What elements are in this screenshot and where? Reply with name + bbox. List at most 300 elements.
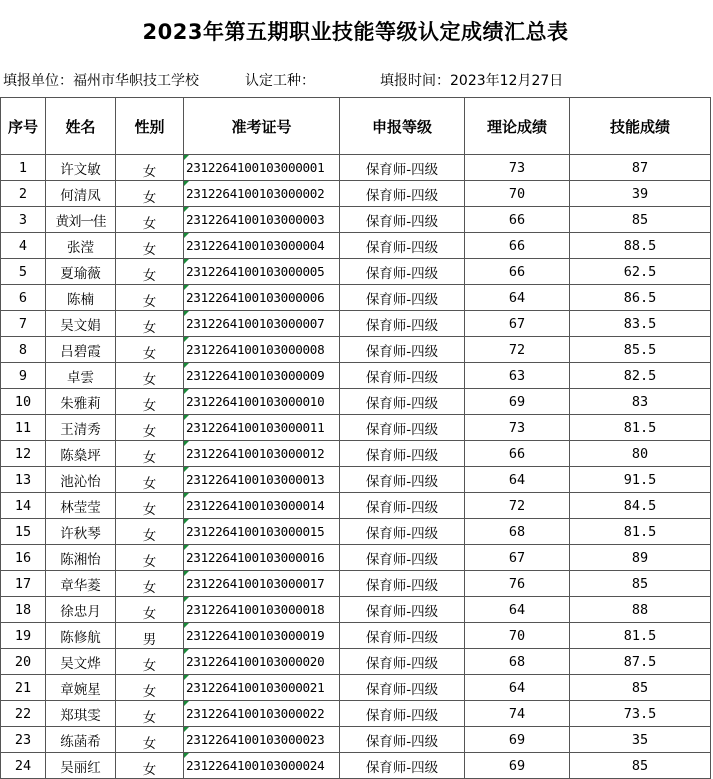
header-name[interactable]: 姓名 [46,98,116,155]
cell-level[interactable] [340,753,465,779]
cell-exam-id-text: 2312264100103000010 [186,394,325,409]
cell-theory-score[interactable] [465,155,570,181]
cell-level-text: 保育师-四级 [365,343,439,360]
cell-seq[interactable] [1,233,46,259]
cell-skill-score[interactable] [570,233,711,259]
cell-level[interactable] [340,259,465,285]
cell-gender[interactable] [116,493,184,519]
text-number-indicator-icon [184,675,189,680]
cell-seq[interactable] [1,389,46,415]
cell-skill-score[interactable] [570,753,711,779]
cell-skill-score[interactable] [570,701,711,727]
cell-exam-id[interactable] [184,181,340,207]
cell-level[interactable] [340,675,465,701]
cell-theory-score[interactable] [465,623,570,649]
cell-seq[interactable] [1,363,46,389]
table-row [1,467,711,493]
text-number-indicator-icon [184,311,189,316]
cell-theory-score[interactable] [465,597,570,623]
cell-skill-score-text: 88 [631,601,649,618]
cell-name-text: 卓雲 [67,369,94,386]
cell-exam-id[interactable] [184,415,340,441]
cell-gender[interactable] [116,545,184,571]
cell-theory-score-text: 64 [508,601,526,618]
cell-theory-score[interactable] [465,181,570,207]
cell-name[interactable] [46,207,116,233]
cell-skill-score[interactable] [570,207,711,233]
cell-skill-score[interactable] [570,545,711,571]
cell-gender-text: 女 [142,554,157,570]
cell-exam-id[interactable] [184,493,340,519]
cell-name-text: 陈修航 [60,629,101,646]
cell-skill-score-text: 81.5 [623,523,657,540]
cell-level[interactable] [340,389,465,415]
cell-skill-score[interactable] [570,493,711,519]
cell-name[interactable] [46,441,116,467]
cell-theory-score[interactable] [465,389,570,415]
unit-label: 填报单位：福州市华帜技工学校 [3,73,199,89]
cell-gender-text: 女 [142,476,157,492]
cell-seq-text: 6 [18,289,28,306]
cell-gender[interactable] [116,441,184,467]
cell-exam-id-text: 2312264100103000018 [186,602,325,617]
cell-gender-text: 女 [142,346,157,362]
cell-exam-id[interactable] [184,441,340,467]
cell-exam-id-text: 2312264100103000008 [186,342,325,357]
header-row [1,98,711,155]
cell-exam-id[interactable] [184,571,340,597]
cell-gender-text: 女 [142,736,157,752]
cell-name[interactable] [46,727,116,753]
cell-seq[interactable] [1,727,46,753]
cell-exam-id[interactable] [184,311,340,337]
cell-skill-score[interactable] [570,571,711,597]
cell-exam-id[interactable] [184,389,340,415]
table-row [1,675,711,701]
cell-theory-score[interactable] [465,545,570,571]
cell-level[interactable] [340,363,465,389]
cell-level-text: 保育师-四级 [365,681,439,698]
cell-exam-id-text: 2312264100103000004 [186,238,325,253]
cell-theory-score[interactable] [465,415,570,441]
cell-exam-id[interactable] [184,155,340,181]
cell-skill-score[interactable] [570,519,711,545]
cell-name[interactable] [46,545,116,571]
cell-name[interactable] [46,649,116,675]
cell-exam-id[interactable] [184,519,340,545]
cell-seq[interactable] [1,701,46,727]
cell-seq[interactable] [1,545,46,571]
text-number-indicator-icon [184,207,189,212]
cell-name[interactable] [46,675,116,701]
cell-name[interactable] [46,701,116,727]
cell-skill-score[interactable] [570,259,711,285]
cell-theory-score[interactable] [465,363,570,389]
cell-theory-score[interactable] [465,441,570,467]
cell-theory-score-text: 72 [508,341,526,358]
cell-seq-text: 15 [14,523,32,540]
cell-exam-id-text: 2312264100103000002 [186,186,325,201]
text-number-indicator-icon [184,467,189,472]
cell-theory-score[interactable] [465,207,570,233]
cell-exam-id[interactable] [184,649,340,675]
scores-table [0,97,711,779]
cell-name-text: 郑琪雯 [60,707,101,724]
table-body [1,155,711,779]
cell-seq-text: 24 [14,757,32,774]
cell-level-text: 保育师-四级 [365,369,439,386]
cell-skill-score-text: 39 [631,185,649,202]
cell-theory-score[interactable] [465,753,570,779]
cell-theory-score-text: 67 [508,315,526,332]
cell-level-text: 保育师-四级 [365,421,439,438]
text-number-indicator-icon [184,155,189,160]
cell-theory-score-text: 74 [508,705,526,722]
cell-level[interactable] [340,623,465,649]
text-number-indicator-icon [184,285,189,290]
cell-seq-text: 21 [14,679,32,696]
cell-seq[interactable] [1,467,46,493]
cell-gender[interactable] [116,675,184,701]
cell-skill-score[interactable] [570,181,711,207]
cell-exam-id[interactable] [184,545,340,571]
cell-gender[interactable] [116,259,184,285]
cell-skill-score-text: 80 [631,445,649,462]
cell-level-text: 保育师-四级 [365,499,439,516]
header-id[interactable]: 准考证号 [184,98,340,155]
table-row [1,233,711,259]
cell-gender[interactable] [116,389,184,415]
cell-gender[interactable] [116,285,184,311]
header-level[interactable]: 申报等级 [340,98,465,155]
cell-theory-score[interactable] [465,285,570,311]
cell-level-text: 保育师-四级 [365,447,439,464]
cell-seq[interactable] [1,493,46,519]
cell-skill-score[interactable] [570,389,711,415]
cell-seq[interactable] [1,597,46,623]
cell-skill-score[interactable] [570,467,711,493]
cell-gender[interactable] [116,597,184,623]
cell-skill-score-text: 85 [631,679,649,696]
cell-level[interactable] [340,181,465,207]
table-row [1,519,711,545]
cell-exam-id[interactable] [184,675,340,701]
cell-name[interactable] [46,415,116,441]
cell-exam-id[interactable] [184,363,340,389]
cell-seq[interactable] [1,519,46,545]
cell-exam-id-text: 2312264100103000011 [186,420,325,435]
cell-theory-score-text: 68 [508,653,526,670]
header-seq[interactable]: 序号 [1,98,46,155]
cell-name-text: 夏瑜薇 [60,265,101,282]
cell-seq[interactable] [1,571,46,597]
cell-name-text: 王清秀 [60,421,101,438]
cell-name-text: 黄刘一佳 [55,213,106,230]
cell-name-text: 林莹莹 [60,499,101,516]
text-number-indicator-icon [184,337,189,342]
cell-gender-text: 女 [142,658,157,674]
cell-level[interactable] [340,649,465,675]
cell-name[interactable] [46,519,116,545]
cell-level[interactable] [340,519,465,545]
cell-seq-text: 14 [14,497,32,514]
cell-seq[interactable] [1,285,46,311]
cell-gender-text: 女 [142,528,157,544]
header-gender[interactable]: 性别 [116,98,184,155]
cell-exam-id-text: 2312264100103000015 [186,524,325,539]
cell-name-text: 章华菱 [60,577,101,594]
cell-level[interactable] [340,155,465,181]
cell-skill-score[interactable] [570,675,711,701]
text-number-indicator-icon [184,649,189,654]
table-row [1,545,711,571]
cell-theory-score[interactable] [465,571,570,597]
cell-exam-id-text: 2312264100103000023 [186,732,325,747]
cell-skill-score-text: 86.5 [623,289,657,306]
cell-exam-id[interactable] [184,727,340,753]
cell-theory-score-text: 66 [508,445,526,462]
cell-skill-score-text: 62.5 [623,263,657,280]
table-row [1,415,711,441]
cell-exam-id[interactable] [184,285,340,311]
cell-name[interactable] [46,181,116,207]
cell-gender[interactable] [116,571,184,597]
cell-gender-text: 女 [142,320,157,336]
cell-gender[interactable] [116,623,184,649]
cell-name-text: 许秋琴 [60,525,101,542]
cell-exam-id[interactable] [184,233,340,259]
cell-level[interactable] [340,571,465,597]
cell-level-text: 保育师-四级 [365,161,439,178]
cell-skill-score[interactable] [570,727,711,753]
cell-theory-score[interactable] [465,649,570,675]
cell-seq[interactable] [1,441,46,467]
cell-level-text: 保育师-四级 [365,291,439,308]
cell-theory-score-text: 63 [508,367,526,384]
cell-seq-text: 1 [18,159,28,176]
cell-level[interactable] [340,233,465,259]
cell-gender[interactable] [116,649,184,675]
cell-skill-score[interactable] [570,649,711,675]
cell-level[interactable] [340,597,465,623]
cell-exam-id-text: 2312264100103000005 [186,264,325,279]
cell-name[interactable] [46,623,116,649]
table-row [1,623,711,649]
cell-gender[interactable] [116,753,184,779]
cell-level-text: 保育师-四级 [365,525,439,542]
cell-theory-score[interactable] [465,337,570,363]
cell-exam-id[interactable] [184,259,340,285]
cell-name[interactable] [46,597,116,623]
cell-level-text: 保育师-四级 [365,239,439,256]
cell-name-text: 练菡希 [60,733,101,750]
cell-gender[interactable] [116,363,184,389]
cell-seq[interactable] [1,207,46,233]
cell-level[interactable] [340,467,465,493]
cell-gender-text: 男 [142,632,157,648]
cell-name[interactable] [46,753,116,779]
cell-name-text: 吴丽红 [60,759,101,776]
cell-gender-text: 女 [142,398,157,414]
cell-theory-score[interactable] [465,311,570,337]
cell-skill-score[interactable] [570,415,711,441]
cell-skill-score[interactable] [570,441,711,467]
cell-name[interactable] [46,233,116,259]
cell-theory-score-text: 69 [508,731,526,748]
cell-exam-id[interactable] [184,207,340,233]
cell-skill-score[interactable] [570,363,711,389]
text-number-indicator-icon [184,753,189,758]
header-skill[interactable]: 技能成绩 [570,98,711,155]
cell-skill-score[interactable] [570,337,711,363]
cell-name[interactable] [46,311,116,337]
cell-gender[interactable] [116,181,184,207]
cell-level-text: 保育师-四级 [365,473,439,490]
cell-name[interactable] [46,467,116,493]
cell-theory-score[interactable] [465,233,570,259]
cell-level[interactable] [340,441,465,467]
cell-theory-score[interactable] [465,467,570,493]
cell-exam-id[interactable] [184,623,340,649]
cell-level[interactable] [340,285,465,311]
table-row [1,285,711,311]
cell-name[interactable] [46,155,116,181]
table-row [1,493,711,519]
cell-seq[interactable] [1,337,46,363]
header-theory[interactable]: 理论成绩 [465,98,570,155]
cell-exam-id-text: 2312264100103000021 [186,680,325,695]
cell-theory-score[interactable] [465,259,570,285]
cell-gender-text: 女 [142,294,157,310]
cell-seq[interactable] [1,155,46,181]
cell-level-text: 保育师-四级 [365,629,439,646]
cell-exam-id[interactable] [184,701,340,727]
cell-level[interactable] [340,493,465,519]
cell-gender[interactable] [116,207,184,233]
cell-exam-id-text: 2312264100103000014 [186,498,325,513]
cell-theory-score-text: 69 [508,393,526,410]
cell-gender-text: 女 [142,216,157,232]
cell-name-text: 陈楠 [67,291,94,308]
cell-seq[interactable] [1,675,46,701]
cell-name[interactable] [46,389,116,415]
cell-skill-score-text: 83.5 [623,315,657,332]
cell-seq[interactable] [1,649,46,675]
cell-name[interactable] [46,571,116,597]
cell-gender-text: 女 [142,424,157,440]
cell-seq[interactable] [1,753,46,779]
cell-level-text: 保育师-四级 [365,707,439,724]
table-row [1,155,711,181]
text-number-indicator-icon [184,701,189,706]
cell-gender-text: 女 [142,580,157,596]
cell-level[interactable] [340,727,465,753]
cell-skill-score-text: 81.5 [623,419,657,436]
cell-skill-score-text: 89 [631,549,649,566]
cell-skill-score-text: 84.5 [623,497,657,514]
cell-seq[interactable] [1,311,46,337]
cell-level-text: 保育师-四级 [365,265,439,282]
cell-name[interactable] [46,493,116,519]
cell-gender[interactable] [116,311,184,337]
text-number-indicator-icon [184,389,189,394]
cell-exam-id-text: 2312264100103000007 [186,316,325,331]
cell-gender[interactable] [116,233,184,259]
cell-theory-score-text: 70 [508,185,526,202]
cell-seq[interactable] [1,259,46,285]
table-row [1,649,711,675]
cell-name[interactable] [46,337,116,363]
cell-theory-score[interactable] [465,727,570,753]
cell-exam-id[interactable] [184,753,340,779]
cell-skill-score[interactable] [570,597,711,623]
cell-name[interactable] [46,285,116,311]
cell-seq[interactable] [1,181,46,207]
cell-exam-id[interactable] [184,337,340,363]
cell-level-text: 保育师-四级 [365,317,439,334]
cell-seq-text: 3 [18,211,28,228]
cell-seq[interactable] [1,623,46,649]
cell-seq-text: 2 [18,185,28,202]
cell-gender[interactable] [116,519,184,545]
cell-level[interactable] [340,545,465,571]
cell-level-text: 保育师-四级 [365,733,439,750]
cell-exam-id[interactable] [184,467,340,493]
cell-skill-score-text: 81.5 [623,627,657,644]
cell-skill-score[interactable] [570,311,711,337]
cell-level[interactable] [340,311,465,337]
cell-gender-text: 女 [142,242,157,258]
cell-theory-score[interactable] [465,493,570,519]
cell-exam-id-text: 2312264100103000016 [186,550,325,565]
cell-skill-score[interactable] [570,155,711,181]
cell-name[interactable] [46,259,116,285]
cell-gender[interactable] [116,727,184,753]
text-number-indicator-icon [184,727,189,732]
cell-gender[interactable] [116,701,184,727]
cell-name[interactable] [46,363,116,389]
cell-theory-score[interactable] [465,675,570,701]
cell-seq-text: 17 [14,575,32,592]
cell-level[interactable] [340,207,465,233]
cell-skill-score-text: 82.5 [623,367,657,384]
cell-theory-score[interactable] [465,701,570,727]
cell-skill-score[interactable] [570,623,711,649]
table-row [1,597,711,623]
cell-theory-score[interactable] [465,519,570,545]
cell-gender[interactable] [116,337,184,363]
cell-seq[interactable] [1,415,46,441]
cell-skill-score[interactable] [570,285,711,311]
text-number-indicator-icon [184,233,189,238]
cell-level[interactable] [340,701,465,727]
cell-level-text: 保育师-四级 [365,759,439,776]
cell-theory-score-text: 64 [508,289,526,306]
cell-gender[interactable] [116,155,184,181]
cell-gender[interactable] [116,467,184,493]
cell-name-text: 吴文娟 [60,317,101,334]
cell-gender[interactable] [116,415,184,441]
cell-theory-score-text: 67 [508,549,526,566]
cell-skill-score-text: 85.5 [623,341,657,358]
cell-level[interactable] [340,337,465,363]
cell-exam-id[interactable] [184,597,340,623]
cell-level[interactable] [340,415,465,441]
cell-theory-score-text: 64 [508,471,526,488]
cell-gender-text: 女 [142,502,157,518]
time-label: 填报时间：2023年12月27日 [380,73,564,89]
cell-exam-id-text: 2312264100103000009 [186,368,325,383]
